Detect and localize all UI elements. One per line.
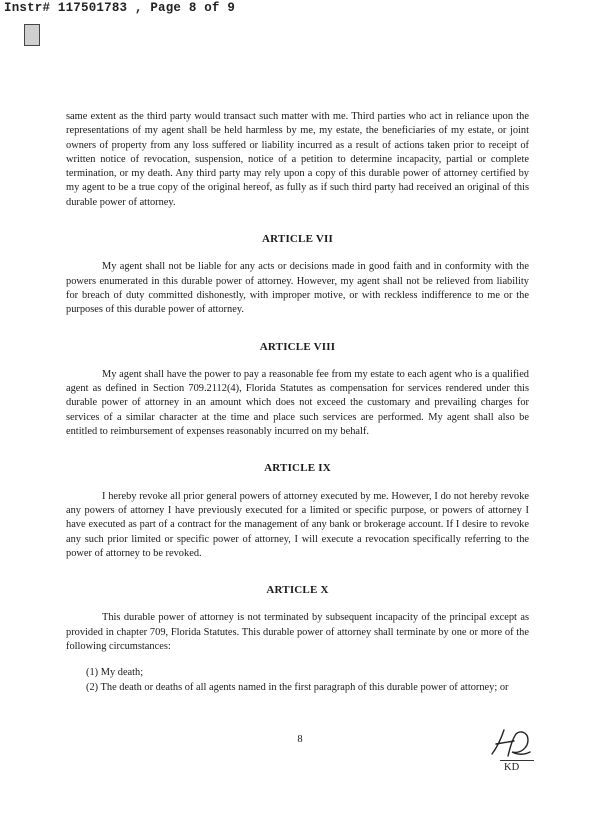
article-ix-heading: ARTICLE IX	[264, 462, 331, 475]
instrument-header: Instr# 117501783 , Page 8 of 9	[4, 1, 236, 15]
initials-line	[500, 760, 534, 761]
initials: KD	[504, 762, 520, 773]
intro-paragraph: same extent as the third party would transact such matter with me. Third parties who act in reliance upon the representations of my agent shall be held harmless by me, my estate, the beneficiaries of my estate, or joint owners of property from any loss suffered or liability incurred as a result of actions taken prior to receipt of written notice of revocation, suspension, notice of a petition to determine incapacity, partial or complete termination, or my death. Any third party may rely upon a copy of this durable power of attorney certified by my agent to be a true copy of the original hereof, as fully as if such third party had received an original of this durable power of attorney.	[66, 111, 529, 208]
document-body	[66, 110, 529, 695]
checkbox[interactable]	[24, 24, 40, 46]
article-viii-heading: ARTICLE VIII	[259, 340, 336, 353]
termination-list	[86, 666, 529, 695]
article-x-text: This durable power of attorney is not terminated by subsequent incapacity of the principal except as provided in chapter 709, Florida Statutes. This durable power of attorney shall terminate by one or more of the following circumstances:	[66, 612, 529, 653]
article-vii-heading: ARTICLE VII	[262, 233, 333, 246]
list-item: (1) My death;	[86, 667, 144, 679]
article-ix-text: I hereby revoke all prior general powers of attorney executed by me. However, I do not hereby revoke any powers of attorney I have previously executed for a limited or specific purpose, or powers of attorney I have executed as part of a contract for the management of any bank or brokerage account. If I desire to revoke any such prior limited or specific power of attorney, I will execute a revocation specifically referring to the power of attorney to be revoked.	[66, 490, 529, 559]
article-x-heading: ARTICLE X	[266, 584, 329, 597]
article-viii-text: My agent shall have the power to pay a reasonable fee from my estate to each agent who is a qualified agent as defined in Section 709.2112(4), Florida Statutes as compensation for services rendered under this durable power of attorney in an amount which does not exceed the customary and prevailing charges for services of a similar character at the time and place such services are performed. My agent shall also be entitled to reimbursement of expenses reasonably incurred on my behalf.	[66, 368, 529, 438]
list-item: (2) The death or deaths of all agents named in the first paragraph of this durable power of attorney; or	[86, 681, 509, 693]
article-vii-text: My agent shall not be liable for any acts or decisions made in good faith and in conformity with the powers enumerated in this durable power of attorney. However, my agent shall not be relieved from liability for breach of duty committed dishonestly, with improper motive, or with reckless indifference to me or the purposes of this durable power of attorney.	[66, 261, 529, 316]
page-number: 8	[297, 734, 303, 745]
signature-mark	[486, 726, 538, 762]
